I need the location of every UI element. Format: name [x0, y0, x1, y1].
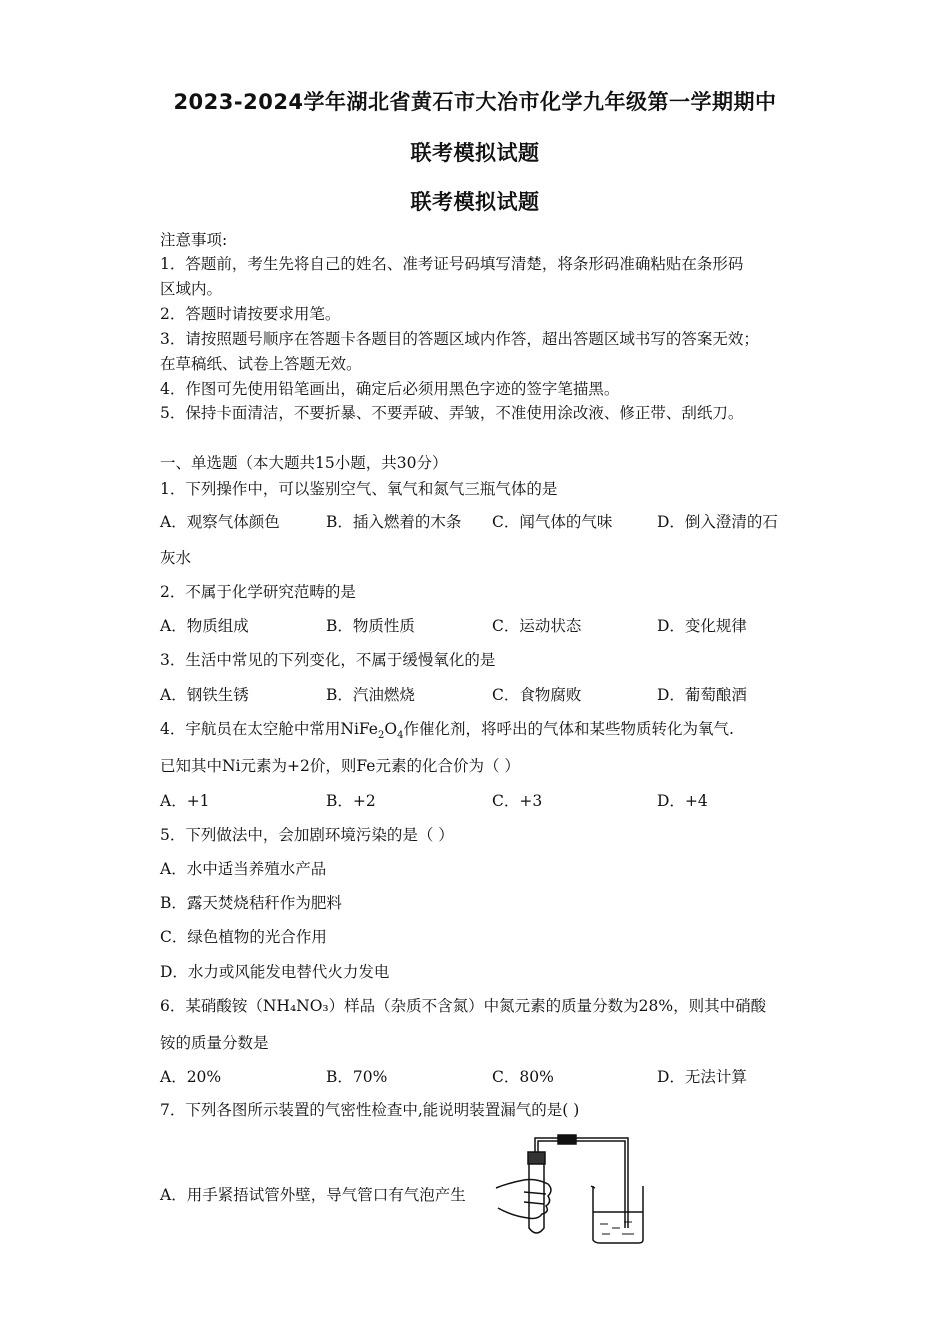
question-7-option-a[interactable]: A．用手紧捂试管外壁，导气管口有气泡产生	[160, 1186, 466, 1204]
question-3-stem: 3．生活中常见的下列变化，不属于缓慢氧化的是	[160, 651, 496, 669]
question-4-option-a[interactable]: A．+1	[160, 792, 210, 810]
question-5-option-c[interactable]: C．绿色植物的光合作用	[160, 928, 327, 946]
question-4-option-d[interactable]: D．+4	[657, 792, 708, 810]
apparatus-drawing	[496, 1135, 643, 1243]
question-7-stem: 7．下列各图所示装置的气密性检查中,能说明装置漏气的是( )	[160, 1101, 580, 1119]
formula-part: NiFe	[340, 720, 378, 738]
question-1-option-d[interactable]: D．倒入澄清的石	[657, 513, 778, 531]
question-3-option-a[interactable]: A．钢铁生锈	[160, 686, 249, 704]
note-2: 2．答题时请按要求用笔。	[160, 305, 341, 323]
question-3-option-b[interactable]: B．汽油燃烧	[326, 686, 415, 704]
question-2-option-c[interactable]: C．运动状态	[492, 617, 582, 635]
exam-title-line1: 2023-2024学年湖北省黄石市大冶市化学九年级第一学期期中	[173, 90, 777, 114]
question-6-option-a[interactable]: A．20%	[160, 1068, 222, 1086]
delivery-tube	[535, 1138, 628, 1228]
question-5-stem: 5．下列做法中，会加剧环境污染的是（ ）	[160, 826, 454, 844]
formula-part: O	[384, 720, 398, 738]
question-2-stem: 2．不属于化学研究范畴的是	[160, 583, 356, 601]
airtightness-apparatus-figure	[488, 1128, 648, 1246]
question-4-stem-a: 4．宇航员在太空舱中常用	[160, 720, 341, 738]
test-tube	[529, 1164, 544, 1233]
question-4-stem-2: 已知其中Ni元素为+2价，则Fe元素的化合价为（ ）	[160, 757, 520, 775]
question-4-option-c[interactable]: C．+3	[492, 792, 543, 810]
formula-subscript: 4	[397, 730, 404, 742]
question-1-option-c[interactable]: C．闻气体的气味	[492, 513, 613, 531]
question-2-option-d[interactable]: D．变化规律	[657, 617, 747, 635]
exam-title-line2: 联考模拟试题	[410, 141, 540, 165]
stopper	[528, 1152, 545, 1164]
question-1-option-d-cont: 灰水	[160, 549, 192, 567]
question-4-formula	[340, 720, 404, 742]
hand	[496, 1180, 551, 1219]
question-6-option-b[interactable]: B．70%	[326, 1068, 388, 1086]
rubber-connector	[558, 1135, 576, 1144]
note-4: 4．作图可先使用铅笔画出，确定后必须用黑色字迹的签字笔描黑。	[160, 380, 620, 398]
question-5-option-d[interactable]: D．水力或风能发电替代火力发电	[160, 963, 390, 981]
question-6-option-d[interactable]: D．无法计算	[657, 1068, 747, 1086]
question-4-stem	[160, 717, 734, 741]
question-2-option-b[interactable]: B．物质性质	[326, 617, 415, 635]
question-4-option-b[interactable]: B．+2	[326, 792, 376, 810]
question-1-option-a[interactable]: A．观察气体颜色	[160, 513, 280, 531]
note-5: 5．保持卡面清洁，不要折暴、不要弄破、弄皱，不准使用涂改液、修正带、刮纸刀。	[160, 404, 744, 422]
question-2-option-a[interactable]: A．物质组成	[160, 617, 249, 635]
section-heading: 一、单选题（本大题共15小题，共30分）	[160, 454, 448, 472]
note-3b: 在草稿纸、试卷上答题无效。	[160, 355, 362, 373]
note-1b: 区域内。	[160, 280, 223, 298]
question-6-stem-a: 6．某硝酸铵（NH₄NO₃）样品（杂质不含氮）中氮元素的质量分数为28%，则其中硝酸	[160, 997, 767, 1015]
note-1a: 1．答题前，考生先将自己的姓名、准考证号码填写清楚，将条形码准确粘贴在条形码	[160, 255, 744, 273]
question-4-stem-b: 作催化剂，将呼出的气体和某些物质转化为氧气.	[403, 720, 734, 738]
question-3-option-c[interactable]: C．食物腐败	[492, 686, 582, 704]
question-1-option-b[interactable]: B．插入燃着的木条	[326, 513, 462, 531]
exam-title-line3: 联考模拟试题	[410, 190, 540, 214]
question-1-stem: 1．下列操作中，可以鉴别空气、氧气和氮气三瓶气体的是	[160, 480, 558, 498]
formula-subscript: 2	[377, 730, 385, 742]
question-3-option-d[interactable]: D．葡萄酿酒	[657, 686, 747, 704]
question-5-option-a[interactable]: A．水中适当养殖水产品	[160, 860, 327, 878]
question-6-option-c[interactable]: C．80%	[492, 1068, 554, 1086]
beaker	[591, 1186, 643, 1243]
note-3a: 3．请按照题号顺序在答题卡各题目的答题区域内作答，超出答题区域书写的答案无效；	[160, 330, 759, 348]
question-6-stem-b: 铵的质量分数是	[160, 1034, 269, 1052]
notes-heading: 注意事项:	[160, 231, 228, 249]
question-5-option-b[interactable]: B．露天焚烧秸秆作为肥料	[160, 894, 342, 912]
